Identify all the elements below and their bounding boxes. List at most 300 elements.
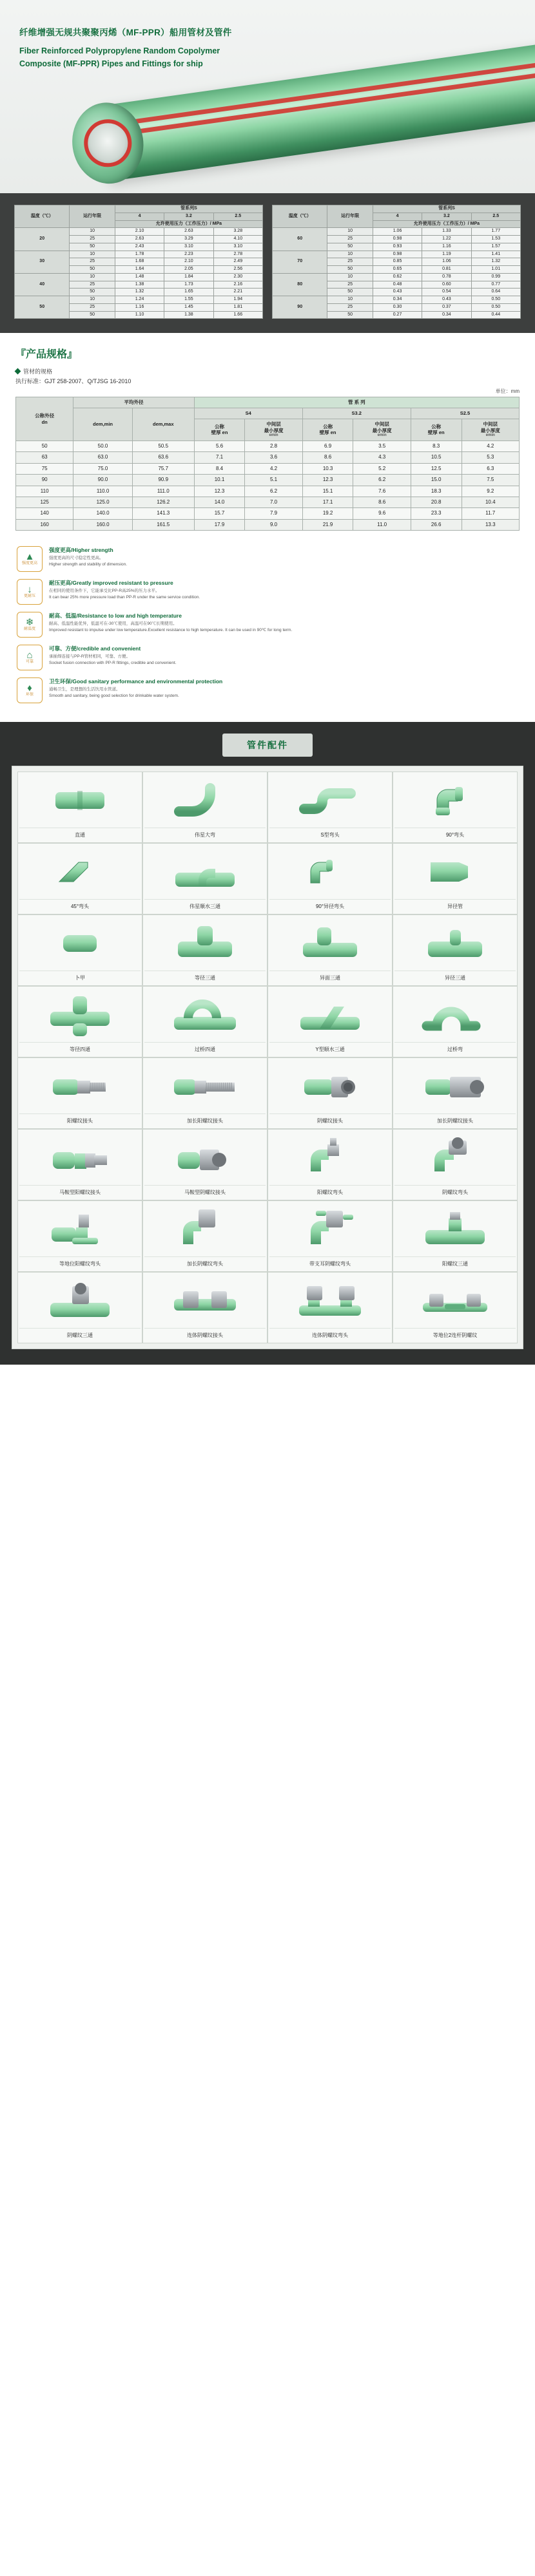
spec-table	[15, 397, 520, 531]
spec-cell-dn: 50	[16, 441, 73, 452]
fitting-bridge-cross-icon	[144, 990, 266, 1039]
spec-cell-s4-wall: 7.1	[194, 452, 245, 463]
fitting-cell[interactable]	[393, 1272, 518, 1343]
diamond-bullet-icon	[15, 368, 21, 375]
pt-value-cell: 0.34	[422, 311, 471, 319]
spec-col-s32: S3.2	[302, 408, 411, 419]
feature-item	[17, 645, 518, 670]
pt-value-cell: 1.78	[115, 251, 164, 258]
pt-value-cell: 1.65	[164, 289, 213, 296]
spec-col-series-group: 管 系 列	[194, 397, 519, 408]
spec-cell-s25-mid: 7.5	[462, 475, 519, 486]
fitting-cell[interactable]	[393, 772, 518, 843]
spec-subline-1-text: 管材的规格	[23, 368, 53, 375]
spec-cell-dn: 75	[16, 463, 73, 474]
fitting-cell[interactable]	[268, 772, 393, 843]
fitting-male-thread-icon	[19, 1062, 141, 1111]
fitting-caption: 伟星大弯	[144, 828, 266, 842]
pt-temp-cell: 90	[273, 296, 327, 319]
fitting-cell[interactable]	[17, 914, 142, 986]
fitting-caption: 阳螺纹弯头	[269, 1185, 391, 1200]
fitting-cell[interactable]	[142, 772, 268, 843]
pressure-table-2	[272, 205, 521, 319]
pt-value-cell: 1.32	[115, 289, 164, 296]
pt-temp-cell: 70	[273, 251, 327, 273]
pt-year-cell: 10	[70, 251, 115, 258]
pt-value-cell: 1.33	[422, 228, 471, 236]
spec-cell-s4-mid: 9.0	[245, 519, 302, 530]
fitting-reducer-icon	[394, 848, 516, 896]
fitting-cell[interactable]	[393, 1129, 518, 1200]
spec-cell-s4-wall: 5.6	[194, 441, 245, 452]
spec-col-mean-min: dem,min	[73, 408, 133, 441]
pt-year-cell: 10	[70, 296, 115, 304]
table-row	[16, 486, 520, 497]
spec-cell-s32-wall: 15.1	[302, 486, 353, 497]
pt-value-cell: 1.81	[213, 303, 262, 311]
spec-cell-s32-mid: 3.5	[353, 441, 411, 452]
spec-cell-dn: 63	[16, 452, 73, 463]
pt-value-cell: 2.30	[213, 273, 262, 281]
fitting-cell[interactable]	[17, 1200, 142, 1272]
spec-cell-mean-min: 63.0	[73, 452, 133, 463]
pt-col-years: 运行年限	[70, 205, 115, 228]
pt-value-cell: 0.78	[422, 273, 471, 281]
fitting-cell[interactable]	[17, 843, 142, 914]
fitting-caption: S型弯头	[269, 828, 391, 842]
feature-desc-en: It can bear 25% more pressure load than PP-R under the same service condition.	[49, 594, 200, 600]
pt-year-cell: 25	[70, 236, 115, 243]
hero-title-block	[19, 27, 232, 70]
pt-value-cell: 1.38	[115, 281, 164, 289]
pt-col-s-1: 3.2	[422, 213, 471, 220]
table-row	[15, 251, 263, 258]
specification-section	[0, 333, 535, 537]
pt-col-years: 运行年限	[327, 205, 373, 228]
spec-cell-s32-mid: 6.2	[353, 475, 411, 486]
pt-col-temp: 温度（℃）	[273, 205, 327, 228]
pt-value-cell: 2.10	[115, 228, 164, 236]
pt-value-cell: 3.29	[164, 236, 213, 243]
fitting-cell[interactable]	[142, 914, 268, 986]
feature-title: 可靠、方便/credible and convenient	[49, 645, 141, 652]
fitting-caption: 90°弯头	[394, 828, 516, 842]
fitting-y-tee-icon	[269, 990, 391, 1039]
pt-year-cell: 10	[327, 228, 373, 236]
spec-cell-dn: 140	[16, 508, 73, 519]
fitting-caption: 带支耳阴螺纹弯头	[269, 1256, 391, 1271]
feature-desc-cn: 在相同的使用条件下，它能承受比PP-R高25%的压力水平。	[49, 589, 160, 594]
spec-cell-s25-wall: 8.3	[411, 441, 462, 452]
pt-value-cell: 1.64	[115, 266, 164, 274]
fitting-saddle-male-icon	[19, 1133, 141, 1182]
table-row	[16, 441, 520, 452]
spec-cell-s25-mid: 5.3	[462, 452, 519, 463]
feature-item	[17, 579, 518, 605]
pt-year-cell: 25	[327, 303, 373, 311]
pt-value-cell: 1.01	[471, 266, 520, 274]
feature-title: 强度更高/Higher strength	[49, 547, 113, 554]
spec-cell-mean-max: 161.5	[132, 519, 194, 530]
fitting-cell[interactable]	[142, 1200, 268, 1272]
spec-col-dn	[16, 397, 73, 441]
spec-cell-s25-mid: 10.4	[462, 497, 519, 508]
pt-value-cell: 2.05	[164, 266, 213, 274]
pt-value-cell: 2.16	[213, 281, 262, 289]
pt-value-cell: 2.43	[115, 243, 164, 251]
pt-year-cell: 50	[327, 243, 373, 251]
fitting-caption: 阳螺纹三通	[394, 1256, 516, 1271]
spec-cell-s32-mid: 5.2	[353, 463, 411, 474]
spec-cell-dn: 110	[16, 486, 73, 497]
table-row	[16, 497, 520, 508]
fitting-caption: 连体阴螺纹接头	[144, 1328, 266, 1343]
pt-value-cell: 1.38	[164, 311, 213, 319]
fitting-cell[interactable]	[142, 986, 268, 1057]
table-row	[273, 228, 521, 236]
pt-year-cell: 50	[327, 311, 373, 319]
pt-year-cell: 50	[70, 289, 115, 296]
pt-value-cell: 3.10	[164, 243, 213, 251]
pt-value-cell: 1.73	[164, 281, 213, 289]
fitting-caption: 等地位2连杆阴螺纹	[394, 1328, 516, 1343]
pt-value-cell: 0.48	[373, 281, 422, 289]
table-row	[15, 273, 263, 281]
spec-table-head	[16, 397, 520, 441]
fitting-equal-tee-icon	[144, 919, 266, 968]
spec-col-mean	[73, 397, 194, 408]
pt-value-cell: 0.30	[373, 303, 422, 311]
fitting-twin-female-elbow-icon	[269, 1276, 391, 1325]
spec-sub-mid: 中间层 最小厚度 emin	[245, 419, 302, 440]
pt-value-cell: 0.93	[373, 243, 422, 251]
spec-cell-s25-wall: 26.6	[411, 519, 462, 530]
feature-text	[49, 579, 200, 600]
table-row	[16, 463, 520, 474]
pt-value-cell: 1.84	[164, 273, 213, 281]
table-row	[273, 296, 521, 304]
spec-cell-mean-min: 75.0	[73, 463, 133, 474]
pt-col-s-2: 2.5	[213, 213, 262, 220]
fitting-caption: 加长阳螺纹接头	[144, 1113, 266, 1128]
pt-value-cell: 1.55	[164, 296, 213, 304]
pt-value-cell: 0.37	[422, 303, 471, 311]
fitting-elbow45-icon	[19, 848, 141, 896]
fitting-cell[interactable]	[17, 986, 142, 1057]
fitting-long-male-thread-icon	[144, 1062, 266, 1111]
spec-cell-mean-min: 125.0	[73, 497, 133, 508]
fitting-caption: 伟星顺水三通	[144, 899, 266, 914]
spec-sub-wall: 公称 壁厚 en	[302, 419, 353, 440]
spec-col-s25: S2.5	[411, 408, 519, 419]
feature-desc-cn: 强度更高的尺寸稳定性更高。	[49, 556, 104, 561]
fitting-cell[interactable]	[17, 1272, 142, 1343]
spec-cell-s4-wall: 17.9	[194, 519, 245, 530]
spec-section-title: 『产品规格』	[15, 349, 78, 361]
feature-title: 卫生环保/Good sanitary performance and environmental protection	[49, 678, 223, 685]
feature-icon	[17, 645, 43, 670]
hero-title-en-line2: Composite (MF-PPR) Pipes and Fittings for ship	[19, 59, 203, 68]
spec-cell-s32-wall: 8.6	[302, 452, 353, 463]
spec-sub-wall: 公称 壁厚 en	[411, 419, 462, 440]
spec-col-dn-sub: dn	[41, 419, 48, 425]
feature-text	[49, 612, 292, 633]
spec-cell-s4-mid: 2.8	[245, 441, 302, 452]
spec-subline-1	[15, 367, 520, 375]
pt-subnote: 允许使用压力（工作压力）/ MPa	[115, 220, 262, 228]
fitting-long-bend-icon	[144, 776, 266, 825]
feature-icon	[17, 677, 43, 703]
spec-cell-dn: 160	[16, 519, 73, 530]
fitting-cell[interactable]	[268, 986, 393, 1057]
fitting-reducing-tee-icon	[394, 919, 516, 968]
spec-cell-mean-max: 75.7	[132, 463, 194, 474]
pt-value-cell: 0.81	[422, 266, 471, 274]
fitting-female-elbow-icon	[394, 1133, 516, 1182]
spec-cell-s32-wall: 10.3	[302, 463, 353, 474]
pt-value-cell: 1.16	[422, 243, 471, 251]
spec-sub-wall: 公称 壁厚 en	[194, 419, 245, 440]
fitting-caption: 阴螺纹弯头	[394, 1185, 516, 1200]
fitting-cell[interactable]	[17, 1057, 142, 1129]
spec-cell-s32-mid: 11.0	[353, 519, 411, 530]
fitting-twin-female-icon	[144, 1276, 266, 1325]
pt-value-cell: 3.10	[213, 243, 262, 251]
fitting-caption: 过桥四通	[144, 1042, 266, 1057]
spec-cell-mean-max: 63.6	[132, 452, 194, 463]
feature-icon-label: 可靠	[25, 660, 34, 665]
pt-value-cell: 0.50	[471, 296, 520, 304]
fitting-caption: 阴螺纹三通	[19, 1328, 141, 1343]
spec-cell-s25-wall: 10.5	[411, 452, 462, 463]
feature-glyph-icon: ♦	[27, 683, 32, 694]
pt-value-cell: 4.10	[213, 236, 262, 243]
feature-desc-cn: 耐高、低温性能优异，低温可在-30℃使用，高温可在90℃长期使用。	[49, 621, 177, 627]
spec-cell-mean-min: 140.0	[73, 508, 133, 519]
fitting-cell[interactable]	[268, 914, 393, 986]
fitting-female-thread-icon	[269, 1062, 391, 1111]
fitting-cell[interactable]	[17, 772, 142, 843]
feature-glyph-icon: ↓	[27, 584, 32, 596]
pt-year-cell: 25	[327, 236, 373, 243]
hero-banner	[0, 0, 535, 193]
fitting-wall-male-elbow-icon	[19, 1205, 141, 1254]
table-row	[273, 251, 521, 258]
feature-desc-en: Higher strength and stability of dimension.	[49, 562, 128, 567]
feature-glyph-icon: ❄	[25, 617, 34, 629]
fitting-cell[interactable]	[268, 1057, 393, 1129]
fitting-saddle-female-icon	[144, 1133, 266, 1182]
pt-value-cell: 1.19	[422, 251, 471, 258]
feature-icon-label: 更耐压	[23, 594, 35, 599]
spec-sub-mid: 中间层 最小厚度 emin	[353, 419, 411, 440]
spec-sub-mid: 中间层 最小厚度 emin	[462, 419, 519, 440]
feature-icon	[17, 579, 43, 605]
fitting-reducing-elbow90-icon	[269, 848, 391, 896]
fitting-caption: 马鞍型阳螺纹接头	[19, 1185, 141, 1200]
fitting-cell[interactable]	[268, 843, 393, 914]
hero-title-cn: 纤维增强无规共聚聚丙烯（MF-PPR）船用管材及管件	[19, 28, 232, 37]
spec-cell-mean-max: 111.0	[132, 486, 194, 497]
fitting-female-tee-icon	[19, 1276, 141, 1325]
pt-value-cell: 2.21	[213, 289, 262, 296]
fittings-title-wrap	[12, 734, 523, 757]
spec-cell-s4-mid: 6.2	[245, 486, 302, 497]
spec-cell-s25-mid: 4.2	[462, 441, 519, 452]
fitting-bridge-bend-icon	[394, 990, 516, 1039]
fitting-cell[interactable]	[393, 986, 518, 1057]
pt-col-s-0: 4	[115, 213, 164, 220]
pt-year-cell: 50	[327, 266, 373, 274]
spec-col-s4: S4	[194, 408, 302, 419]
pt-value-cell: 0.65	[373, 266, 422, 274]
pt-temp-cell: 50	[15, 296, 70, 319]
spec-cell-mean-max: 126.2	[132, 497, 194, 508]
pt-col-series: 管系列S	[115, 205, 262, 213]
spec-cell-dn: 125	[16, 497, 73, 508]
spec-cell-s4-wall: 15.7	[194, 508, 245, 519]
spec-cell-s4-wall: 12.3	[194, 486, 245, 497]
feature-title: 耐高、低温/Resistance to low and high temperature	[49, 612, 182, 620]
fitting-caption: 过桥弯	[394, 1042, 516, 1057]
pt-value-cell: 1.16	[115, 303, 164, 311]
fitting-caption: 加长阴螺纹弯头	[144, 1256, 266, 1271]
pt-col-series: 管系列S	[373, 205, 520, 213]
pt-head-row-1	[15, 205, 263, 213]
pt-value-cell: 1.45	[164, 303, 213, 311]
pt-col-temp: 温度（℃）	[15, 205, 70, 228]
fitting-cell[interactable]	[268, 1129, 393, 1200]
feature-desc-en: Smooth and sanitary, being good selection for drinkable water system.	[49, 693, 179, 698]
fitting-caption: 卜甲	[19, 971, 141, 985]
spec-cell-s32-mid: 4.3	[353, 452, 411, 463]
pt-value-cell: 0.62	[373, 273, 422, 281]
pt-temp-cell: 20	[15, 228, 70, 251]
pt-value-cell: 1.10	[115, 311, 164, 319]
pt-value-cell: 1.68	[115, 258, 164, 266]
table-row	[16, 508, 520, 519]
pt-subnote: 允许使用压力（工作压力）/ MPa	[373, 220, 520, 228]
table-row	[16, 452, 520, 463]
spec-cell-s4-mid: 5.1	[245, 475, 302, 486]
pt-value-cell: 1.24	[115, 296, 164, 304]
pt-value-cell: 0.77	[471, 281, 520, 289]
pt-value-cell: 0.98	[373, 236, 422, 243]
pt-year-cell: 10	[327, 296, 373, 304]
pt-year-cell: 10	[327, 251, 373, 258]
spec-cell-s32-wall: 21.9	[302, 519, 353, 530]
fitting-cell[interactable]	[393, 1200, 518, 1272]
spec-cell-s4-mid: 3.6	[245, 452, 302, 463]
fitting-cell[interactable]	[142, 1057, 268, 1129]
pt-year-cell: 50	[327, 289, 373, 296]
pt-value-cell: 1.77	[471, 228, 520, 236]
spec-cell-s25-wall: 15.0	[411, 475, 462, 486]
features-section	[0, 537, 535, 722]
spec-cell-s25-wall: 20.8	[411, 497, 462, 508]
feature-glyph-icon: ⌂	[26, 650, 33, 661]
fitting-caption: 马鞍型阴螺纹接头	[144, 1185, 266, 1200]
pt-year-cell: 10	[70, 273, 115, 281]
fitting-cell[interactable]	[268, 1200, 393, 1272]
fitting-cell[interactable]	[142, 1272, 268, 1343]
pt-temp-cell: 60	[273, 228, 327, 251]
fitting-caption: 阳螺纹接头	[19, 1113, 141, 1128]
fitting-twin-bar-female-icon	[394, 1276, 516, 1325]
feature-icon	[17, 612, 43, 638]
fitting-caption: 加长阴螺纹接头	[394, 1113, 516, 1128]
pt-value-cell: 1.32	[471, 258, 520, 266]
fitting-cell[interactable]	[393, 1057, 518, 1129]
feature-icon-label: 耐温度	[23, 627, 35, 632]
fitting-cell[interactable]	[142, 1129, 268, 1200]
pt-year-cell: 10	[70, 228, 115, 236]
fitting-cell[interactable]	[17, 1129, 142, 1200]
spec-cell-s4-mid: 7.0	[245, 497, 302, 508]
feature-item	[17, 677, 518, 703]
pt-value-cell: 0.43	[422, 296, 471, 304]
pressure-table-1	[14, 205, 263, 319]
fitting-caption: 45°弯头	[19, 899, 141, 914]
spec-cell-mean-min: 50.0	[73, 441, 133, 452]
pt-year-cell: 25	[327, 281, 373, 289]
spec-unit-label: 单位：mm	[495, 388, 520, 395]
pressure-tables	[14, 205, 521, 319]
spec-cell-s4-wall: 14.0	[194, 497, 245, 508]
pt-value-cell: 0.60	[422, 281, 471, 289]
pt-value-cell: 1.41	[471, 251, 520, 258]
fitting-cell[interactable]	[142, 843, 268, 914]
pt-value-cell: 0.98	[373, 251, 422, 258]
spec-cell-s25-wall: 18.3	[411, 486, 462, 497]
fitting-cell[interactable]	[393, 843, 518, 914]
fitting-cell[interactable]	[268, 1272, 393, 1343]
fitting-caption: 异径管	[394, 899, 516, 914]
fitting-cell[interactable]	[393, 914, 518, 986]
spec-cell-s25-mid: 9.2	[462, 486, 519, 497]
spec-cell-dn: 90	[16, 475, 73, 486]
pt-value-cell: 2.56	[213, 266, 262, 274]
spec-cell-mean-min: 160.0	[73, 519, 133, 530]
pt-value-cell: 2.63	[115, 236, 164, 243]
pt-value-cell: 2.78	[213, 251, 262, 258]
spec-cell-s4-mid: 4.2	[245, 463, 302, 474]
fitting-caption: 90°异径弯头	[269, 899, 391, 914]
feature-item	[17, 546, 518, 572]
pt-value-cell: 1.06	[373, 228, 422, 236]
pt-value-cell: 2.23	[164, 251, 213, 258]
pt-year-cell: 10	[327, 273, 373, 281]
spec-cell-s32-wall: 12.3	[302, 475, 353, 486]
spec-standard-text: 执行标准：GJT 258-2007、Q/TJSG 16-2010	[15, 378, 131, 385]
hero-title-en-line1: Fiber Reinforced Polypropylene Random Copolymer	[19, 46, 220, 55]
pt-temp-cell: 30	[15, 251, 70, 273]
pt-value-cell: 1.57	[471, 243, 520, 251]
pt-year-cell: 25	[70, 281, 115, 289]
spec-cell-mean-max: 90.9	[132, 475, 194, 486]
pt-value-cell: 0.27	[373, 311, 422, 319]
spec-table-head-row-1	[16, 397, 520, 408]
fittings-section	[0, 722, 535, 1365]
fitting-socket-icon	[19, 776, 141, 825]
spec-cell-s25-wall: 12.5	[411, 463, 462, 474]
pt-value-cell: 0.44	[471, 311, 520, 319]
spec-cell-s4-wall: 10.1	[194, 475, 245, 486]
pt-year-cell: 25	[70, 258, 115, 266]
spec-cell-s25-mid: 11.7	[462, 508, 519, 519]
fitting-caption: 异径三通	[394, 971, 516, 985]
feature-desc-en: Socket fusion connection with PP-R fittings, credible and convenient.	[49, 660, 177, 665]
